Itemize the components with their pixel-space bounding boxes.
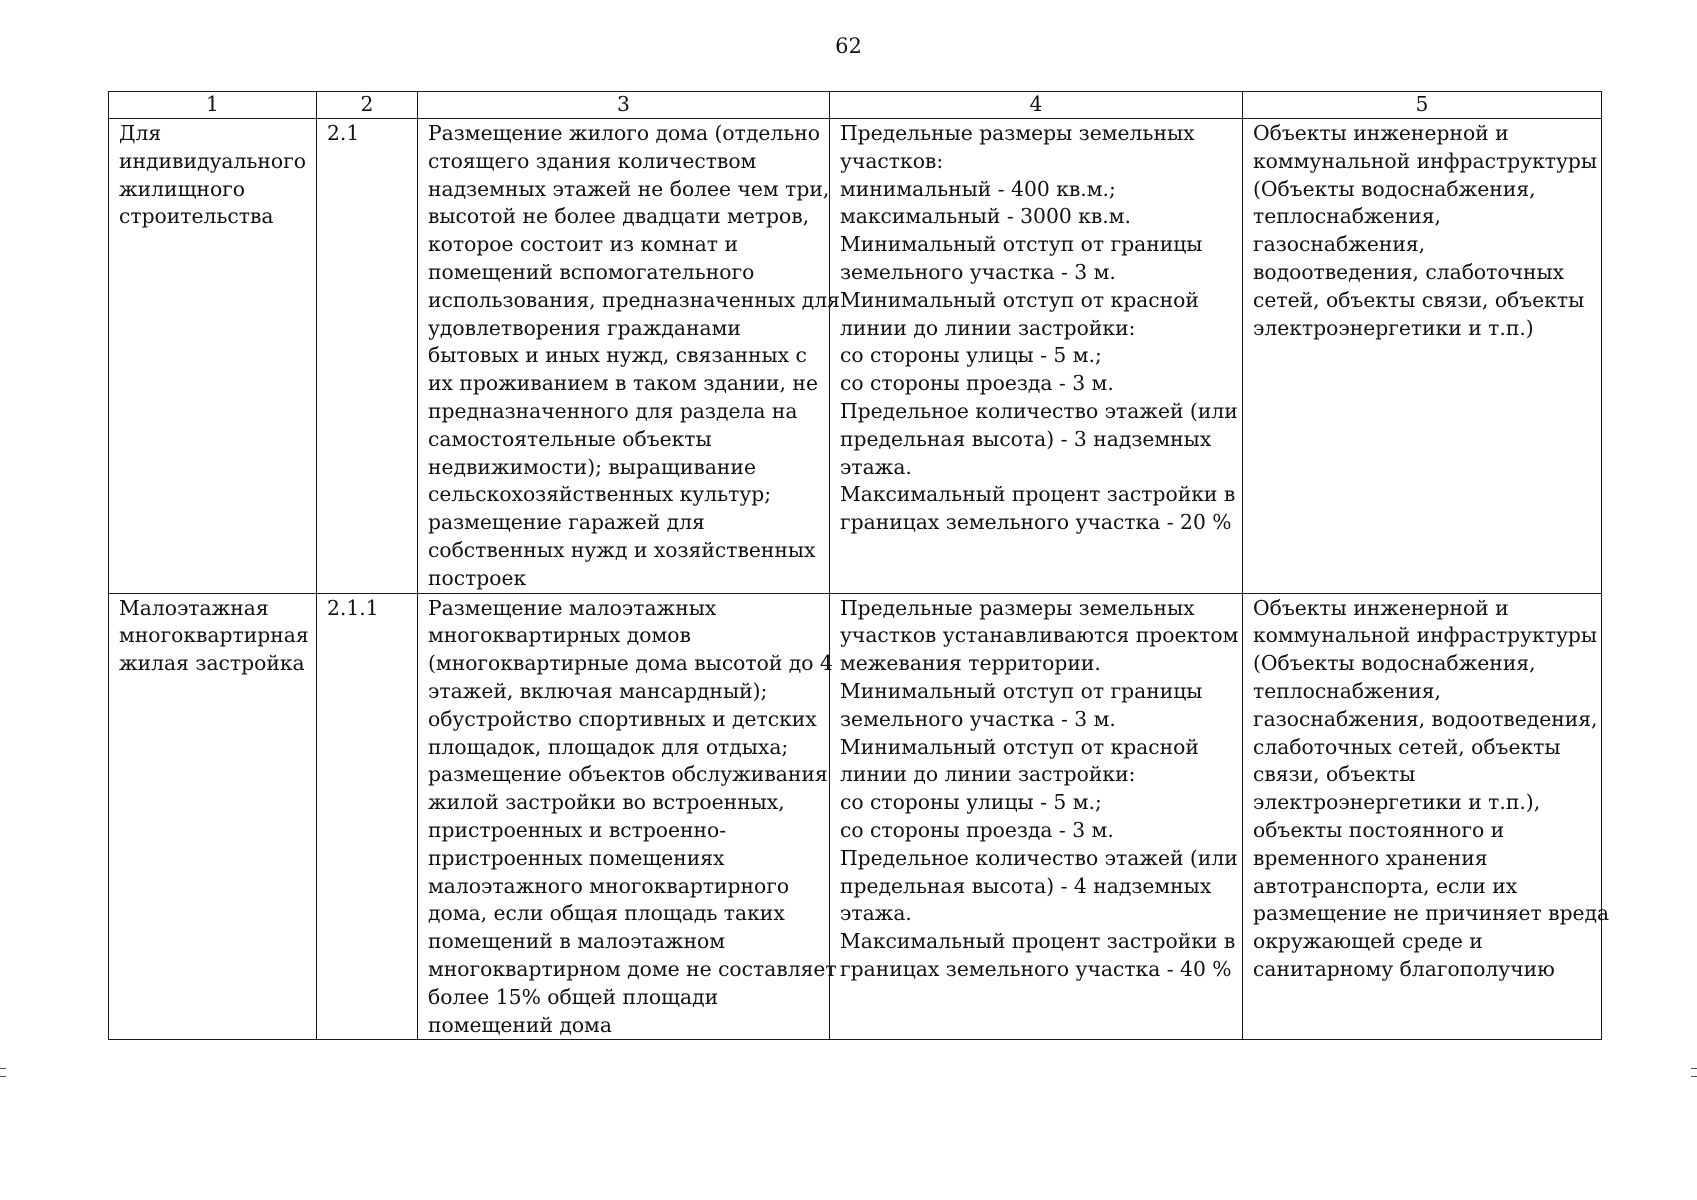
cell-text-line: которое состоит из комнат и [428, 232, 738, 257]
cell-text-line: обустройство спортивных и детских [428, 706, 817, 731]
cell-text-line: Минимальный отступ от красной [840, 734, 1199, 759]
cell-text-line: индивидуального [119, 148, 306, 173]
cell-text-line: высотой не более двадцати метров, [428, 204, 810, 229]
cell-text-line: коммунальной инфраструктуры [1253, 623, 1598, 648]
cell-text-line: окружающей среде и [1253, 929, 1483, 954]
cell-text-line: их проживанием в таком здании, не [428, 371, 818, 396]
cell-text-line: Объекты инженерной и [1253, 595, 1509, 620]
cell-text-line: минимальный - 400 кв.м.; [840, 176, 1116, 201]
cell-text-line: сетей, объекты связи, объекты [1253, 287, 1585, 312]
cell-text-line: Минимальный отступ от красной [840, 287, 1199, 312]
cell-text-line: Минимальный отступ от границы [840, 678, 1203, 703]
cell-text-line: линии до линии застройки: [840, 315, 1136, 340]
cell-text-line: этажа. [840, 454, 912, 479]
use-description-cell [418, 593, 837, 1040]
cell-text-line: границах земельного участка - 40 % [840, 956, 1232, 981]
use-name-cell [109, 593, 317, 1040]
cell-text-line: Предельные размеры земельных [840, 121, 1195, 145]
cell-text-line: Размещение малоэтажных [428, 595, 717, 620]
cell-text-line: газоснабжения, водоотведения, [1253, 706, 1598, 731]
parameters-cell [830, 593, 1243, 1040]
cell-text-line: теплоснабжения, [1253, 204, 1441, 229]
cell-text-line: Предельные размеры земельных [840, 595, 1195, 620]
cell-text-line: линии до линии застройки: [840, 762, 1136, 787]
cell-text-line: Предельное количество этажей (или [840, 845, 1238, 870]
table-row [109, 119, 1602, 594]
cell-text-line: коммунальной инфраструктуры [1253, 148, 1598, 173]
cell-text-line: связи, объекты [1253, 762, 1416, 787]
cell-text-line: предназначенного для раздела на [428, 398, 798, 423]
zoning-table [108, 91, 1610, 1040]
cell-text-line: этажей, включая мансардный); [428, 678, 768, 703]
scan-edge-mark [1691, 1068, 1697, 1069]
cell-text-line: участков: [840, 148, 944, 173]
auxiliary-uses-cell [1243, 119, 1602, 594]
parameters-cell [830, 119, 1243, 594]
cell-text-line: Объекты инженерной и [1253, 121, 1509, 145]
cell-text-line: электроэнергетики и т.п.) [1253, 315, 1534, 340]
cell-text-line: газоснабжения, [1253, 232, 1426, 257]
cell-text-line: размещение не причиняет вреда [1253, 901, 1610, 926]
cell-text-line: границах земельного участка - 20 % [840, 510, 1232, 535]
cell-text-line: Размещение жилого дома (отдельно [428, 121, 820, 145]
scan-edge-mark [1691, 1076, 1697, 1077]
cell-text-line: Малоэтажная [119, 595, 269, 620]
cell-text-line: предельная высота) - 3 надземных [840, 426, 1212, 451]
cell-text-line: многоквартирном доме не составляет [428, 956, 837, 981]
use-name-cell [109, 119, 317, 594]
cell-text-line: автотранспорта, если их [1253, 873, 1518, 898]
column-header-2: 2 [317, 92, 418, 119]
use-description-cell [418, 119, 840, 594]
cell-text-line: сельскохозяйственных культур; [428, 482, 772, 507]
cell-text-line: (Объекты водоснабжения, [1253, 176, 1536, 201]
auxiliary-uses-cell [1243, 593, 1610, 1040]
cell-text-line: многоквартирных домов [428, 623, 691, 648]
cell-text-line: слаботочных сетей, объекты [1253, 734, 1561, 759]
cell-text-line: надземных этажей не более чем три, [428, 176, 830, 201]
cell-text-line: более 15% общей площади [428, 984, 719, 1009]
table-header-row [109, 92, 1602, 119]
cell-text-line: земельного участка - 3 м. [840, 706, 1116, 731]
cell-text-line: водоотведения, слаботочных [1253, 259, 1565, 284]
cell-text-line: участков устанавливаются проектом [840, 623, 1239, 648]
column-header-3: 3 [418, 92, 830, 119]
cell-text-line: объекты постоянного и [1253, 817, 1505, 842]
cell-text-line: теплоснабжения, [1253, 678, 1441, 703]
cell-text-line: (многоквартирные дома высотой до 4 [428, 651, 833, 676]
cell-text-line: помещений вспомогательного [428, 259, 755, 284]
cell-text-line: санитарному благополучию [1253, 956, 1555, 981]
cell-text-line: 2.1.1 [327, 595, 379, 620]
cell-text-line: стоящего здания количеством [428, 148, 757, 173]
cell-text-line: пристроенных помещениях [428, 845, 725, 870]
scan-edge-mark [0, 1068, 6, 1069]
cell-text-line: бытовых и иных нужд, связанных с [428, 343, 807, 368]
cell-text-line: жилая застройка [119, 651, 305, 676]
cell-text-line: самостоятельные объекты [428, 426, 712, 451]
cell-text-line: этажа. [840, 901, 912, 926]
cell-text-line: межевания территории. [840, 651, 1101, 676]
cell-text-line: дома, если общая площадь таких [428, 901, 785, 926]
scan-edge-mark [0, 1076, 6, 1077]
cell-text-line: построек [428, 565, 527, 590]
cell-text-line: Для [119, 121, 162, 145]
cell-text-line: жилой застройки во встроенных, [428, 790, 785, 815]
column-header-5: 5 [1243, 92, 1602, 119]
cell-text-line: 2.1 [327, 121, 360, 145]
cell-text-line: помещений дома [428, 1012, 612, 1037]
cell-text-line: жилищного [119, 176, 245, 201]
cell-text-line: недвижимости); выращивание [428, 454, 756, 479]
cell-text-line: временного хранения [1253, 845, 1488, 870]
cell-text-line: электроэнергетики и т.п.), [1253, 790, 1541, 815]
cell-text-line: со стороны улицы - 5 м.; [840, 790, 1102, 815]
cell-text-line: помещений в малоэтажном [428, 929, 726, 954]
cell-text-line: максимальный - 3000 кв.м. [840, 204, 1131, 229]
column-header-1: 1 [109, 92, 317, 119]
cell-text-line: Максимальный процент застройки в [840, 482, 1236, 507]
cell-text-line: Максимальный процент застройки в [840, 929, 1236, 954]
cell-text-line: земельного участка - 3 м. [840, 259, 1116, 284]
cell-text-line: площадок, площадок для отдыха; [428, 734, 789, 759]
cell-text-line: Минимальный отступ от границы [840, 232, 1203, 257]
page-number: 62 [835, 34, 862, 58]
cell-text-line: размещение объектов обслуживания [428, 762, 828, 787]
cell-text-line: использования, предназначенных для [428, 287, 840, 312]
cell-text-line: удовлетворения гражданами [428, 315, 741, 340]
cell-text-line: (Объекты водоснабжения, [1253, 651, 1536, 676]
cell-text-line: малоэтажного многоквартирного [428, 873, 790, 898]
cell-text-line: предельная высота) - 4 надземных [840, 873, 1212, 898]
cell-text-line: строительства [119, 204, 274, 229]
cell-text-line: размещение гаражей для [428, 510, 705, 535]
cell-text-line: многоквартирная [119, 623, 309, 648]
cell-text-line: собственных нужд и хозяйственных [428, 537, 816, 562]
cell-text-line: Предельное количество этажей (или [840, 398, 1238, 423]
use-code-cell [317, 119, 418, 594]
cell-text-line: со стороны проезда - 3 м. [840, 817, 1114, 842]
cell-text-line: пристроенных и встроенно- [428, 817, 727, 842]
column-header-4: 4 [830, 92, 1243, 119]
table-row [109, 593, 1602, 1040]
cell-text-line: со стороны улицы - 5 м.; [840, 343, 1102, 368]
cell-text-line: со стороны проезда - 3 м. [840, 371, 1114, 396]
use-code-cell [317, 593, 418, 1040]
